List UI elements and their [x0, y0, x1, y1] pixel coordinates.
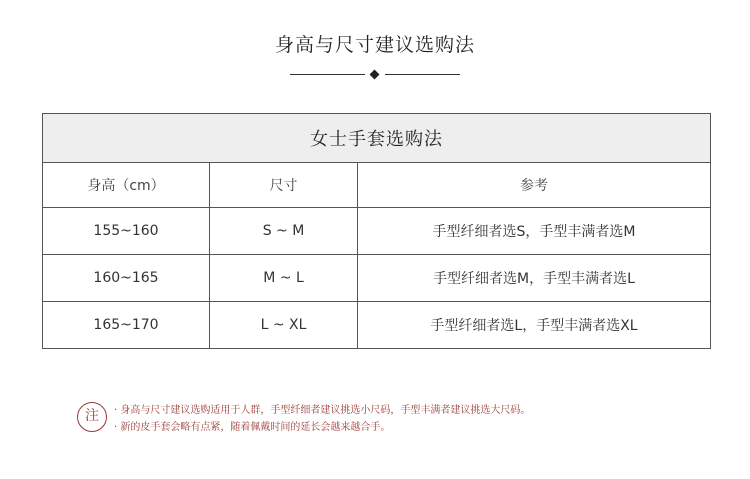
table-caption: 女士手套选购法 [43, 114, 711, 163]
size-cell: M ~ L [210, 255, 358, 302]
column-header-size: 尺寸 [210, 163, 358, 208]
reference-cell: 手型纤细者选S，手型丰满者选M [358, 208, 711, 255]
divider-line-left [290, 74, 365, 75]
divider-line-right [385, 74, 460, 75]
table-header-row [43, 163, 711, 208]
size-cell: L ~ XL [210, 302, 358, 349]
note-list [114, 402, 714, 436]
size-cell: S ~ M [210, 208, 358, 255]
table-row [43, 255, 711, 302]
diamond-icon [370, 70, 380, 80]
reference-cell: 手型纤细者选L，手型丰满者选XL [358, 302, 711, 349]
height-cell: 165~170 [43, 302, 210, 349]
table-caption-row [43, 114, 711, 163]
reference-cell: 手型纤细者选M，手型丰满者选L [358, 255, 711, 302]
note-line: · 身高与尺寸建议选购适用于人群，手型纤细者建议挑选小尺码，手型丰满者建议挑选大尺码。 [114, 405, 531, 416]
column-header-reference: 参考 [358, 163, 711, 208]
table-row [43, 302, 711, 349]
title-divider [290, 70, 460, 80]
table-row [43, 208, 711, 255]
size-guide-table [42, 113, 711, 349]
column-header-height: 身高（cm） [43, 163, 210, 208]
page-title: 身高与尺寸建议选购法 [274, 34, 475, 56]
height-cell: 155~160 [43, 208, 210, 255]
note-icon: 注 [77, 402, 107, 432]
note-line: · 新的皮手套会略有点紧，随着佩戴时间的延长会越来越合手。 [114, 422, 391, 433]
height-cell: 160~165 [43, 255, 210, 302]
